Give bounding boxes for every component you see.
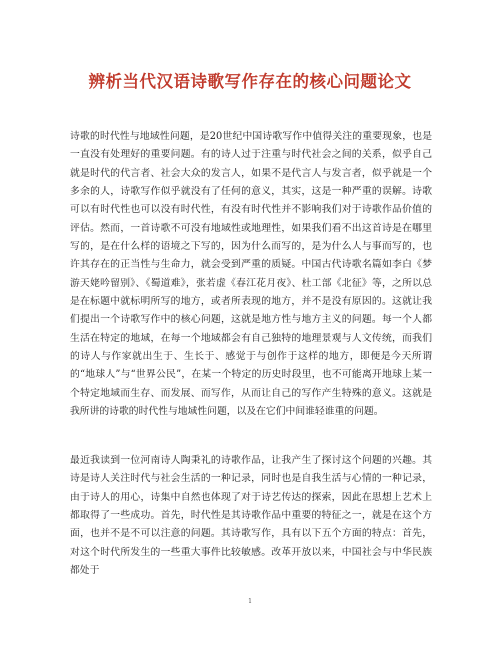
body-paragraph-1: 诗歌的时代性与地域性问题，是20世纪中国诗歌写作中值得关注的重要现象，也是一直没有处理好的重要问题。有的诗人过于注重与时代社会之间的关系，似乎自己就是时代的代言者、社会大众的发言人，如果不是代言人与发言者，似乎就是一个多余的人，诗歌写作似乎就没有了任何的意义，其实，这是一种严重的误解。诗歌可以有时代性也可以没有时代性，有没有时代性并不影响我们对于诗歌作品价值的评估。然而，一首诗歌不可没有地域性或地理性，如果我们看不出这首诗是在哪里写的，是在什么样的语境之下写的，因为什么而写的，是为什么人与事而写的，也许其存在的正当性与生命力，就会受到严重的质疑。中国古代诗歌名篇如李白《梦游天姥吟留别》、《蜀道难》，张若虚《春江花月夜》、杜工部《北征》等，之所以总是在标题中就标明所写的地方，或者所表现的地方，并不是没有原因的。这就让我们提出一个诗歌写作中的核心问题，这就是地方性与地方主义的问题。每一个人都生活在特定的地域，在每一个地域都会有自己独特的地理景观与人文传统，而我们的诗人与作家就出生于、生长于、感觉于与创作于这样的地方，即便是今天所谓的“地球人”与“世界公民”，在某一个特定的历史时段里，也不可能离开地球上某一个特定地域而生存、而发展、而写作，从而让自己的写作产生特殊的意义。这就是我所讲的诗歌的时代性与地域性问题，以及在它们中间谁轻谁重的问题。: [70, 131, 432, 418]
page-number: 1: [248, 598, 252, 605]
document-title: 辨析当代汉语诗歌写作存在的核心问题论文: [88, 72, 412, 91]
body-paragraph-2: 最近我读到一位河南诗人陶秉礼的诗歌作品，让我产生了探讨这个问题的兴趣。其诗是诗人关注时代与社会生活的一种记录，同时也是自我生活与心情的一种记录，由于诗人的用心，诗集中自然也体现了对于诗艺传达的探索，因此在思想上艺术上都取得了一些成功。首先，时代性是其诗歌作品中重要的特征之一，就是在这个方面，也并不是不可以注意的问题。其诗歌写作，具有以下五个方面的特点：首先，对这个时代所发生的一些重大事件比较敏感。改革开放以来，中国社会与中华民族都处于: [70, 455, 432, 577]
